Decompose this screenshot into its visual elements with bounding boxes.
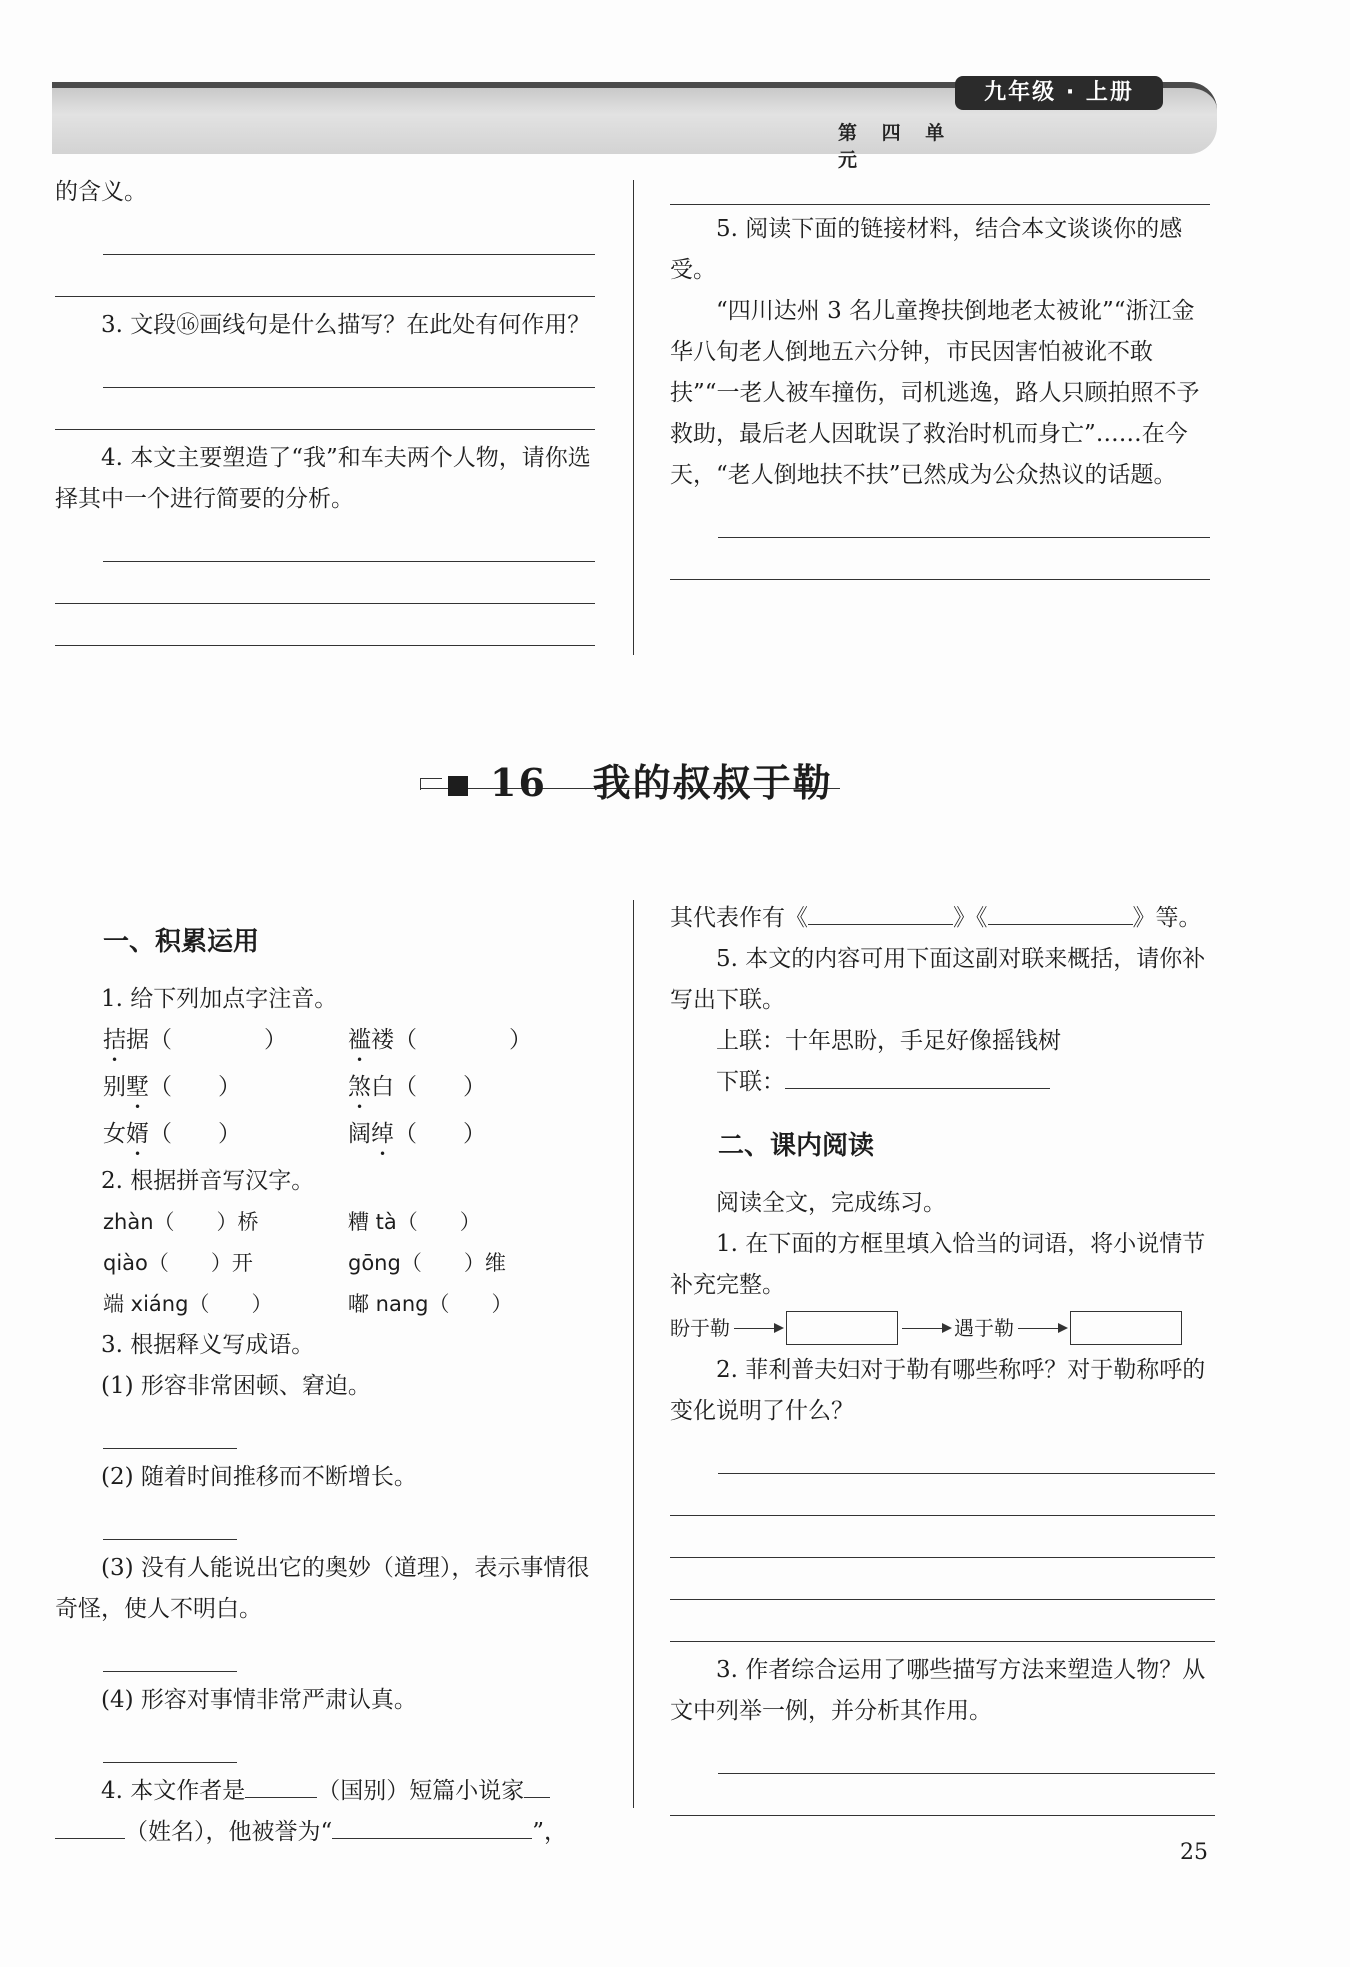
section-heading-2: 二、课内阅读 <box>718 1131 875 1161</box>
question-3-3: (3) 没有人能说出它的奥妙（道理），表示事情很奇怪，使人不明白。 <box>55 1555 590 1622</box>
answer-line[interactable] <box>55 255 595 297</box>
answer-line[interactable] <box>55 388 595 430</box>
pron-item: 女婿（ ） <box>103 1121 241 1147</box>
flow-mid-label: 遇于勒 <box>954 1315 1014 1340</box>
answer-line[interactable] <box>670 172 1210 205</box>
continued-text: 的含义。 <box>55 179 147 205</box>
question-3: 3. 根据释义写成语。 <box>101 1332 315 1358</box>
pronunciation-grid <box>55 1020 600 1161</box>
pinyin-item: 嘟 nang（ ） <box>348 1292 513 1316</box>
reading-question-3: 3. 作者综合运用了哪些描写方法来塑造人物？从文中列举一例，并分析其作用。 <box>670 1657 1206 1724</box>
question-4: 4. 本文主要塑造了“我”和车夫两个人物，请你选择其中一个进行简要的分析。 <box>55 445 591 512</box>
couplet-upper: 上联：十年思盼，手足好像摇钱树 <box>716 1028 1061 1054</box>
pinyin-item: 端 xiáng（ ） <box>103 1292 273 1316</box>
reading-question-2: 2. 菲利普夫妇对于勒有哪些称呼？对于勒称呼的变化说明了什么？ <box>670 1357 1206 1424</box>
answer-line[interactable] <box>103 1407 237 1449</box>
pron-item: 褴褛（ ） <box>348 1027 532 1053</box>
answer-line[interactable] <box>670 1600 1215 1642</box>
plot-flow <box>670 1306 1215 1350</box>
lesson-number: 16 <box>490 760 547 805</box>
answer-line[interactable] <box>670 1774 1215 1816</box>
pinyin-item: qiào（ ）开 <box>103 1251 253 1275</box>
lesson-right-column <box>670 898 1215 1816</box>
answer-line[interactable] <box>670 538 1210 580</box>
fill-blank[interactable] <box>785 1064 1050 1089</box>
fill-blank[interactable] <box>524 1773 550 1798</box>
top-left-column <box>55 172 595 646</box>
couplet-lower: 下联： <box>670 1062 1215 1103</box>
fill-blank[interactable] <box>808 900 953 925</box>
pinyin-item: zhàn（ ）桥 <box>103 1210 259 1234</box>
answer-line[interactable] <box>670 1474 1215 1516</box>
pron-item: 煞白（ ） <box>348 1074 486 1100</box>
pinyin-item: gōng（ ）维 <box>348 1251 506 1275</box>
pron-item: 拮据（ ） <box>103 1027 287 1053</box>
answer-line[interactable] <box>55 562 595 604</box>
fill-blank[interactable] <box>55 1814 125 1839</box>
answer-line[interactable] <box>103 346 595 388</box>
question-5: 5. 阅读下面的链接材料，结合本文谈谈你的感受。 <box>670 216 1183 283</box>
answer-line[interactable] <box>103 213 595 255</box>
unit-label: 第 四 单 元 <box>838 122 954 171</box>
arrow-right-icon <box>734 1328 782 1329</box>
question-3-2: (2) 随着时间推移而不断增长。 <box>101 1464 417 1490</box>
grade-label: 九年级 · 上册 <box>955 76 1163 110</box>
answer-line[interactable] <box>103 1498 237 1540</box>
question-3-1: (1) 形容非常困顿、窘迫。 <box>101 1373 371 1399</box>
lesson-title <box>420 752 845 810</box>
flow-start-label: 盼于勒 <box>670 1315 730 1340</box>
question-4-cont: （姓名），他被誉为“ ”， <box>55 1812 600 1853</box>
plot-box[interactable] <box>1070 1311 1182 1345</box>
reading-question-1: 1. 在下面的方框里填入恰当的词语，将小说情节补充完整。 <box>670 1231 1206 1298</box>
link-material: “四川达州 3 名儿童搀扶倒地老太被讹”“浙江金华八旬老人倒地五六分钟，市民因害怕被讹不敢扶”“一老人被车撞伤，司机逃逸，路人只顾拍照不予救助，最后老人因耽误了救治时机而身亡”……在今天，“老人倒地扶不扶”已然成为公众热议的话题。 <box>670 298 1200 488</box>
square-bullet-icon <box>448 776 468 796</box>
question-2: 2. 根据拼音写汉字。 <box>101 1168 315 1194</box>
title-bracket <box>420 778 442 779</box>
pinyin-grid <box>55 1202 600 1325</box>
pinyin-item: 糟 tà（ ） <box>348 1210 481 1234</box>
arrow-right-icon <box>902 1328 950 1329</box>
question-5: 5. 本文的内容可用下面这副对联来概括，请你补写出下联。 <box>670 946 1206 1013</box>
plot-box[interactable] <box>786 1311 898 1345</box>
top-right-column <box>670 172 1210 580</box>
answer-line[interactable] <box>103 1630 237 1672</box>
section-heading-1: 一、积累运用 <box>103 927 260 957</box>
arrow-right-icon <box>1018 1328 1066 1329</box>
question-4: 4. 本文作者是 （国别）短篇小说家 <box>55 1771 600 1812</box>
pron-item: 阔绰（ ） <box>348 1121 486 1147</box>
lesson-left-column <box>55 905 600 1853</box>
fill-blank[interactable] <box>245 1773 317 1798</box>
question-3: 3. 文段⑯画线句是什么描写？在此处有何作用？ <box>101 312 591 338</box>
pron-item: 别墅（ ） <box>103 1074 241 1100</box>
reading-intro: 阅读全文，完成练习。 <box>716 1190 946 1216</box>
answer-line[interactable] <box>55 604 595 646</box>
answer-line[interactable] <box>718 496 1210 538</box>
column-divider <box>633 900 634 1808</box>
question-1: 1. 给下列加点字注音。 <box>101 986 338 1012</box>
fill-blank[interactable] <box>332 1814 532 1839</box>
fill-blank[interactable] <box>988 900 1133 925</box>
page-number: 25 <box>1180 1840 1208 1865</box>
question-3-4: (4) 形容对事情非常严肃认真。 <box>101 1687 417 1713</box>
answer-line[interactable] <box>103 1721 237 1763</box>
answer-line[interactable] <box>670 1516 1215 1558</box>
answer-line[interactable] <box>670 1558 1215 1600</box>
question-4-cont: 其代表作有《 》《 》等。 <box>670 898 1215 939</box>
lesson-name: 我的叔叔于勒 <box>592 760 833 805</box>
answer-line[interactable] <box>103 520 595 562</box>
answer-line[interactable] <box>718 1732 1215 1774</box>
column-divider <box>633 180 634 655</box>
title-bracket <box>420 778 421 790</box>
answer-line[interactable] <box>718 1432 1215 1474</box>
